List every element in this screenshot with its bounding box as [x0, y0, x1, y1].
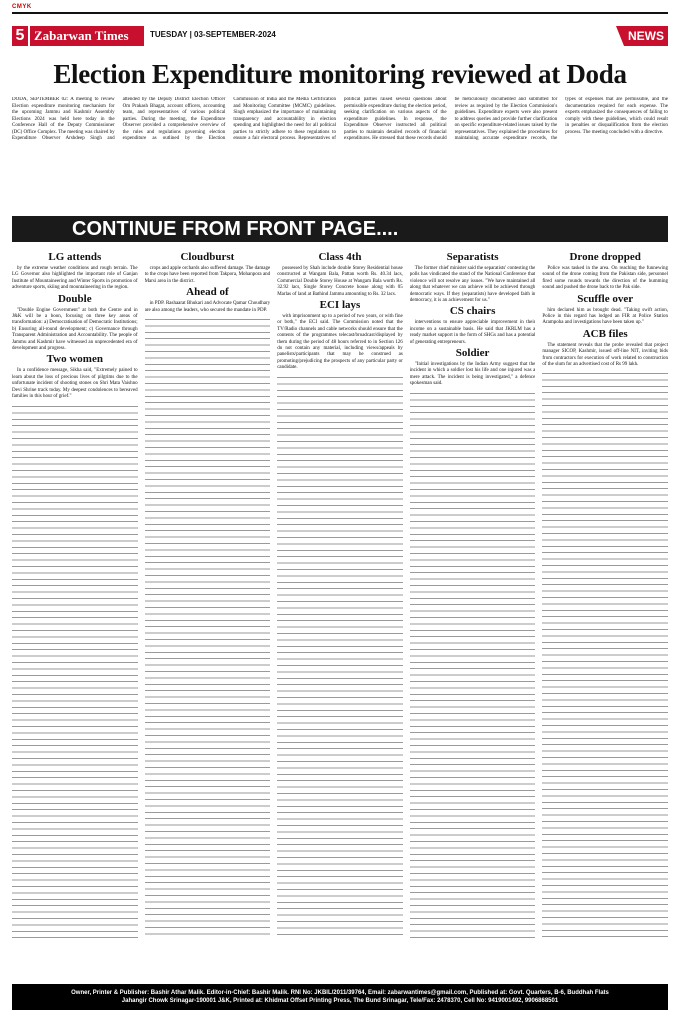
story-acb-files: The statement reveals that the probe revealed that project manager SICOP, Kashmir, issued off-line NIT, inviting bids from contractors for execution of work related to construction of the slum for an advertised cost of Rs 99 lakh.: [542, 342, 668, 368]
story-cs-chairs: interventions to ensure appreciable improvement in their income on a sustainable basis. He said that JKRLM has a ready market support in the form of SHGs and has a potential of generating entrepreneurs.: [409, 320, 536, 345]
column-text-filler: [145, 315, 271, 940]
page-number: 5: [12, 26, 28, 46]
story-lg-attends: by the extreme weather conditions and rough terrain. The LG Governor also highlighted the important role of Ganjan Institute of Mountaineering and Winter Sports in promotion of adventure sports, skiing and mountaineering in the region.: [12, 266, 138, 291]
column-text-filler: [410, 389, 536, 940]
column-4: [410, 250, 536, 940]
story-soldier: "Initial investigations by the Indian Army suggest that the incident in which a soldier lost his life and one injured was a mere attack. The incident is being investigated," a defence spokesman said.: [409, 362, 536, 387]
print-mark: CMYK: [12, 4, 32, 10]
story-drone-dropped: Police was tasked in the area. On reaching the funnewing sound of the drone coming from the Pakistan side, personnel fired some rounds towards the direction of the humming sound and pushed the drone back to the Pak side.: [542, 266, 668, 291]
section-tag: NEWS: [624, 26, 668, 46]
story-eci-lays: with imprisonment up to a period of two years, or with fine or both," the ECI said. The Commission noted that the TV/Radio channels and cable networks should ensure that the contents of the programmes telecast/broadcast/displayed by them during the period of 48 hours referred to in Section 126 do not contain any material, including views/appeals by panelists/participants that may be construed as promoting/prejudicing the prospects of any particular party or candidate.: [277, 314, 403, 371]
column-1: [12, 250, 138, 940]
imprint-line-2: Jahangir Chowk Srinagar-190001 J&K, Printed at: Khidmat Offset Printing Press, The Bund Srinagar, Tele/Fax: 2478370, Cell No: 9419001492, 9906868501: [121, 998, 559, 1004]
continued-columns: [12, 250, 668, 940]
heading-double: Double: [57, 292, 92, 305]
top-rule: [12, 12, 668, 14]
heading-acb-files: ACB files: [582, 327, 628, 340]
story-ahead-of: in PDP. Rashaarat Bhukari and Advocate Qamar Choudhary are also among the leaders, who secured the mandate in PDP.: [144, 301, 271, 313]
story-class-4th: possessed by Shah include double Storey Residential house constructed at Wangam Bala, Pattan worth Rs. 40.34 lacs, Commercial Double Storey House at Wangam Bala worth Rs. 32.92 lacs, Single Storey Concrete house along with 05 Marlas of land at Bathind Jammu amounting to Rs. 32 lacs.: [277, 266, 403, 297]
column-3: [277, 250, 403, 940]
heading-cloudburst: Cloudburst: [180, 251, 235, 263]
heading-lg-attends: LG attends: [48, 251, 102, 263]
main-headline: Election Expenditure monitoring reviewed at Doda: [53, 59, 627, 89]
column-text-filler: [277, 373, 403, 940]
continue-banner: CONTINUE FROM FRONT PAGE....: [12, 216, 668, 242]
heading-class-4th: Class 4th: [318, 251, 362, 263]
story-two-women: In a confidence message, Sikha said, "Extremely pained to learn about the loss of precious lives of pilgrims due to the unfortunate incident of shooting stones on Shri Mata Vaishno Devi Shrine track today. My deepest condolences to bereaved families in this hour of grief.": [12, 368, 138, 400]
column-text-filler: [12, 402, 138, 941]
column-2: [145, 250, 271, 940]
story-separatists: The former chief minister said the separatists' contesting the polls has vindicated the stand of the National Conference that violence will not resolve any issues. "We have maintained all along that whatever we can achieve will be achieved through democratic ways. If they (separatists) have developed faith in democracy, it is an achievement for us.": [409, 266, 536, 304]
heading-drone-dropped: Drone dropped: [569, 251, 641, 263]
page-header: [12, 26, 668, 46]
imprint-line-1: Owner, Printer & Publisher: Bashir Athar Malik. Editor-in-Chief: Bashir Malik. RNI No: JKBIL/2011/39764, Email: zabarwantimes@gmail.com, Published at: Govt. Quarters, B-6, Buddhah Flats: [71, 990, 609, 996]
column-5: [542, 250, 668, 940]
story-cloudburst: crops and apple orchards also suffered damage. The damage to the crops have been reported from Takpora, Mohanpora and Marsi area in the district.: [144, 266, 271, 284]
imprint-footer: [12, 984, 668, 1010]
newspaper-brand: Zabarwan Times: [30, 26, 144, 46]
heading-scuffle-over: Scuffle over: [577, 292, 634, 305]
lead-story: [12, 97, 668, 207]
heading-cs-chairs: CS chairs: [449, 305, 496, 318]
story-double: "Double Engine Government" at both the Centre and in J&K will be a boon, focusing on three key areas of transformation: a) Democratisation of Democratic Institutions; b) Ensuring all-round development; c) Governance through Transparent Administration and Accountability. The people of Jammu and Kashmir have witnessed an unprecedented era of development and progress.: [12, 307, 138, 352]
lead-story-text: DODA, SEPTEMBER 02: A meeting to review Election expenditure monitoring mechanism for the upcoming Jammu and Kashmir Assembly Elections 2024 was held here today in the Conference Hall of the Deputy Commissioner (DC) Office Complex. The meeting was chaired by Expenditure Observer Arshdeep Singh and attended by the Deputy District Election Officer Om Prakash Bhagat, account officers, accounting team, and representatives of various political parties. During the meeting, the Expenditure Observer provided a comprehensive overview of the rules and regulations governing election expenditure as outlined by the Election Commission of India and the Media Certification and Monitoring Committee (MCMC) guidelines. Singh emphasized the importance of maintaining transparency and accountability in election spending and highlighted the need for all political parties to strictly adhere to these regulations to ensure a fair electoral process. Representatives of political parties raised several questions about permissible expenditure during the election period, seeking clarification on various aspects of the expenditure guidelines. In response, the Expenditure Observer instructed all political parties to maintain detailed records of financial expenditures. He stressed that these records should be meticulously documented and submitted for review as required by the Election Commission's guidelines. Expenditure experts were also present to address queries and provide further clarification on specific expenditure-related issues raised by the representatives. They explained the procedures for maintaining accurate expenditure records, the types of expenses that are permissible, and the documentation required for each expense. The experts emphasized the consequences of failing to comply with these guidelines, which could result in penalties or disqualification from the election process. The meeting concluded with a directive.: [12, 97, 668, 141]
heading-eci-lays: ECI lays: [319, 299, 361, 312]
story-scuffle-over: him declared him as brought dead. "Taking swift action, Police in this regard has lodged an FIR at Police Station Arampoha and investigations have been taken up.": [542, 307, 668, 326]
heading-separatists: Separatists: [446, 251, 499, 263]
date-line: TUESDAY | 03-SEPTEMBER-2024: [150, 30, 276, 39]
heading-ahead-of: Ahead of: [186, 286, 229, 299]
heading-two-women: Two women: [46, 353, 103, 366]
heading-soldier: Soldier: [455, 347, 490, 360]
column-text-filler: [542, 369, 668, 940]
